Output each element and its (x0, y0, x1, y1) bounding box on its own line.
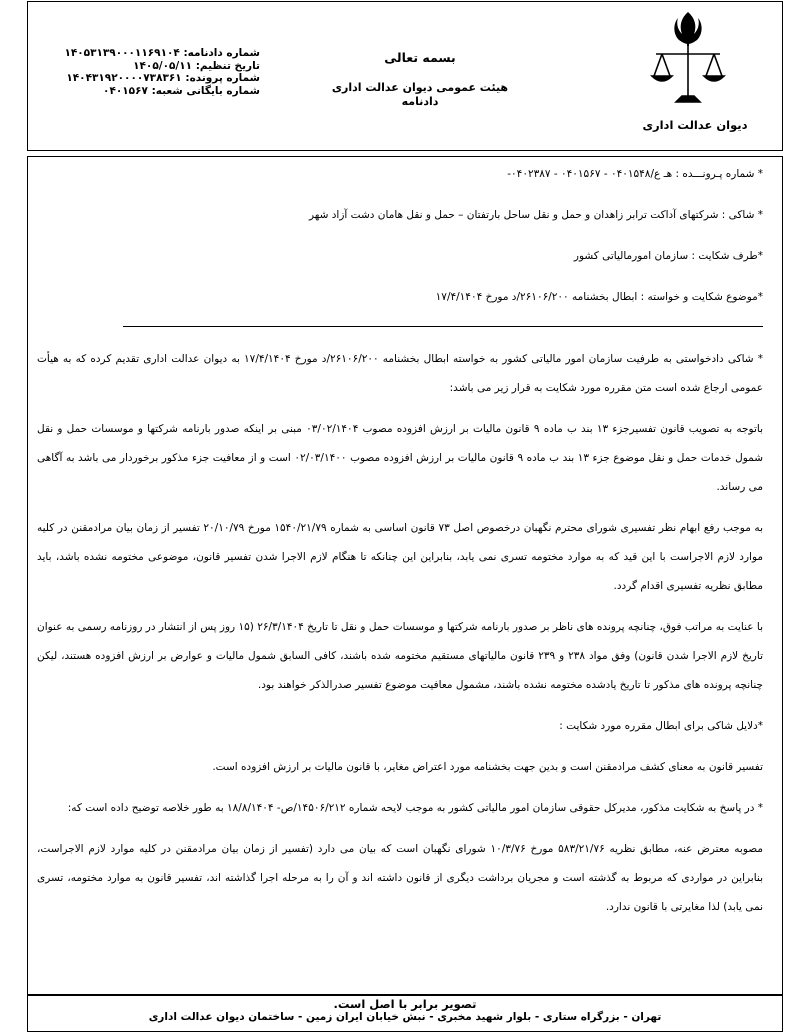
case-metadata (40, 47, 260, 97)
paragraph-4: با عنایت به مراتب فوق، چنانچه پرونده های ناظر بر صدور بارنامه شرکتها و موسسات حمل و نقل تا تاریخ ۲۶/۳/۱۴۰۴ (۱۵ روز پس از انتشار در روزنامه رسمی به عنوان تاریخ لازم الاجرا شدن قانون) وفق مواد ۲۳۸ و ۲۳۹ قانون مالیاتهای مستقیم مختومه شده باشند، کافی السابق شمول مالیات و عوارض بر ارزش افزوده هستند، لیکن چنانچه پرونده های مذکور تا تاریخ یادشده مختومه نشده باشند، مشمول معافیت موضوع تفسیر صدرالذکر خواهند بود. (37, 621, 764, 691)
paragraph-1: * شاکی دادخواستی به طرفیت سازمان امور مالیاتی کشور به خواسته ابطال بخشنامه ۲۶۱۰۶/۲۰۰/د مورخ ۱۷/۴/۱۴۰۴ به دیوان عدالت اداری تقدیم کرده که به هیأت عمومی ارجاع شده است متن مقرره مورد شکایت به قرار زیر می باشد: (37, 353, 763, 394)
defendant-line: *طرف شکایت : سازمان امورمالیاتی کشور (573, 250, 763, 262)
paragraph-6: * در پاسخ به شکایت مذکور، مدیرکل حقوقی سازمان امور مالیاتی کشور به موجب لایحه شماره ۱۴۵۰۶/۲۱۲/ص- ۱۸/۸/۱۴۰۴ به طور خلاصه توضیح داده است که: (67, 802, 763, 814)
paragraph-5: تفسیر قانون به معنای کشف مرادمقنن است و بدین جهت بخشنامه مورد اعتراض مغایر، با قانون مالیات بر ارزش افزوده است. (212, 761, 763, 773)
issue-date: تاریخ تنظیم: ۱۴۰۵/۰۵/۱۱ (133, 59, 260, 72)
paragraph-2: باتوجه به تصویب قانون تفسیرجزء ۱۳ بند ب ماده ۹ قانون مالیات بر ارزش افزوده مصوب ۰۳/۰۲/۱۴۰۴ مبنی بر اینکه صدور بارنامه شرکتها و موسسات حمل و نقل شمول خدمات حمل و نقل موضوع جزء ۱۳ بند ب ماده ۹ قانون مالیات بر ارزش افزوده مصوب ۰۲/۰۳/۱۴۰۰ است و از معافیت جزء مذکور برخوردار می باشد به آگاهی می رساند. (37, 423, 764, 493)
paragraph-3: به موجب رفع ابهام نظر تفسیری شورای محترم نگهبان درخصوص اصل ۷۳ قانون اساسی به شماره ۱۵۴۰/۲۱/۷۹ مورخ ۲۰/۱۰/۷۹ تفسیر از زمان بیان مرادمقنن در کلیه موارد لازم الاجراست با این قید که به موارد مختومه تسری نمی یابد، بنابراین این چنانکه تا هنگام لازم الاجرا شدن تفسیر قانون، موضوعی مختومه نشده باشد، باید مطابق نظریه تفسیری اقدام گردد. (37, 522, 763, 592)
document-type: دادنامه (401, 95, 439, 108)
emblem-scales-icon (648, 10, 728, 105)
reasons-title: *دلایل شاکی برای ابطال مقرره مورد شکایت : (559, 720, 763, 732)
archive-number: شماره بایگانی شعبه: ۰۴۰۱۵۶۷ (103, 84, 260, 97)
court-name: دیوان عدالت اداری (642, 118, 748, 132)
certification-text: تصویر برابر با اصل است. (333, 997, 477, 1011)
plaintiff-line: * شاکی : شرکتهای آداکت ترابر زاهدان و حمل و نقل ساحل بارتفتان – حمل و نقل هامان دشت آزاد شهر (308, 209, 763, 221)
verdict-number: شماره دادنامه: ۱۴۰۵۳۱۳۹۰۰۰۱۱۶۹۱۰۴ (64, 47, 260, 59)
header-title-block (330, 50, 510, 109)
document-footer (27, 994, 783, 1032)
subject-line: *موضوع شکایت و خواسته : ابطال بخشنامه ۲۶۱۰۶/۲۰۰/د مورخ ۱۷/۴/۱۴۰۴ (435, 291, 763, 303)
case-file-number: شماره پرونده: ۱۴۰۴۳۱۹۲۰۰۰۰۷۳۸۳۶۱ (66, 72, 260, 84)
separator-line (123, 326, 763, 327)
paragraph-7: مصوبه معترض عنه، مطابق نظریه ۵۸۳/۲۱/۷۶ مورخ ۱۰/۳/۷۶ شورای نگهبان است که بیان می دارد (تفسیر از زمان بیان مرادمقنن در کلیه موارد لازم الاجراست، بنابراین در مواردی که مربوط به گذشته است و مجریان برداشت دیگری از قانون داشته اند و آن را به مرحله اجرا گذاشته اند، تفسیر قانون به موارد مختومه، تسری نمی یابد) لذا مغایرتی با قانون ندارد. (37, 843, 763, 913)
org-name: هیئت عمومی دیوان عدالت اداری (331, 81, 509, 94)
address-text: تهران - بزرگراه ستاری - بلوار شهید مخبری - نبش خیابان ایران زمین - ساختمان دیوان عدالت اداری (148, 1011, 662, 1023)
bismillah-text: بسمه تعالی (384, 50, 456, 65)
document-body (37, 160, 763, 922)
case-number-line: * شماره پـرونـــده : هـ ع/۰۴۰۱۵۴۸ - ۰۴۰۱۵۶۷ - ۰۴۰۲۳۸۷- (507, 168, 763, 180)
